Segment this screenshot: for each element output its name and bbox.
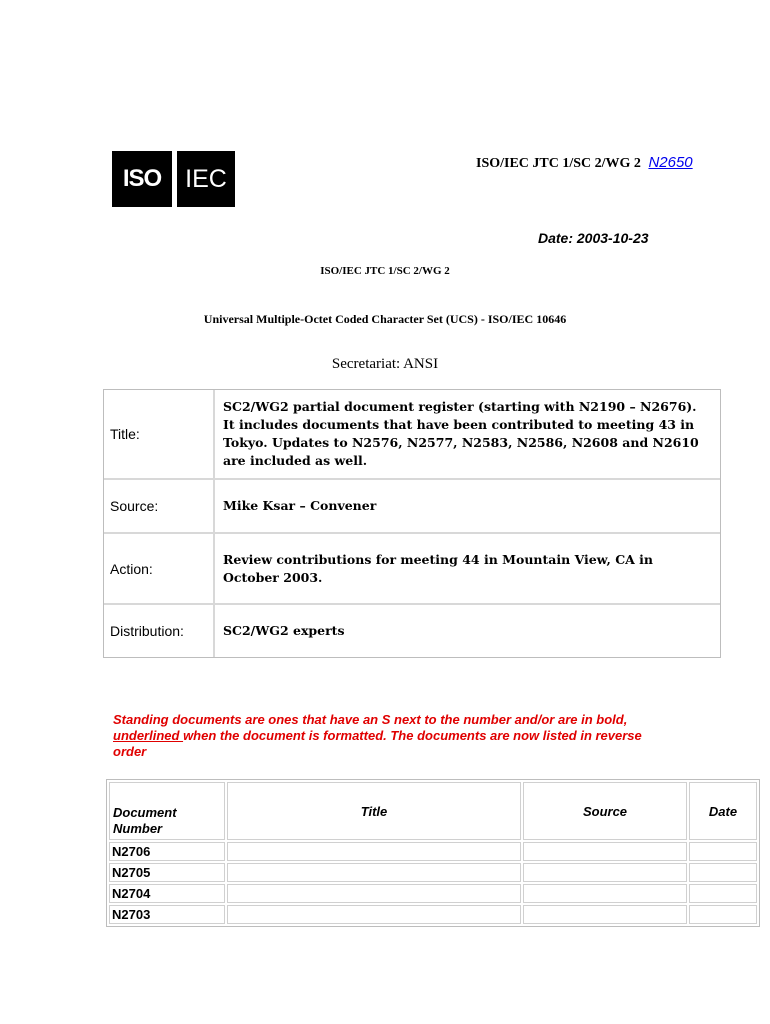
distribution-label: Distribution: <box>104 605 215 657</box>
document-reference <box>476 154 693 172</box>
row-document-number: N2705 <box>109 863 225 882</box>
iso-logo: ISO <box>112 151 172 207</box>
action-text: Review contributions for meeting 44 in Mountain View, CA in October 2003. <box>223 551 654 585</box>
table-row <box>109 863 757 882</box>
row-title <box>227 863 521 882</box>
document-info-table <box>103 389 721 658</box>
row-date <box>689 842 757 861</box>
row-document-number: N2704 <box>109 884 225 903</box>
row-document-number: N2703 <box>109 905 225 924</box>
note-part-2: when the document is formatted. The documents are now listed in reverse order <box>113 728 642 759</box>
distribution-value <box>215 605 720 657</box>
row-source <box>523 863 687 882</box>
document-number-link[interactable]: N2650 <box>648 154 693 171</box>
title-text: SC2/WG2 partial document register (starting with N2190 – N2676). It includes documents that have been contributed to meeting 43 in Tokyo. Updates to N2576, N2577, N2583, N2586, N2608 and N2610 are included as well. <box>223 399 699 468</box>
row-date <box>689 905 757 924</box>
header-source: Source <box>523 782 687 840</box>
iso-iec-logo <box>112 151 235 207</box>
table-header-row <box>109 782 757 840</box>
row-date <box>689 863 757 882</box>
info-row-action <box>104 534 720 605</box>
title-label: Title: <box>104 390 215 478</box>
header-date: Date <box>689 782 757 840</box>
reference-prefix: ISO/IEC JTC 1/SC 2/WG 2 <box>476 156 641 171</box>
row-title <box>227 884 521 903</box>
standing-documents-note <box>113 712 668 760</box>
document-date: Date: 2003-10-23 <box>538 230 649 246</box>
row-title <box>227 905 521 924</box>
table-row <box>109 884 757 903</box>
table-row <box>109 905 757 924</box>
note-part-1: Standing documents are ones that have an S next to the number and/or are in bold, <box>113 712 628 727</box>
row-title <box>227 842 521 861</box>
source-value <box>215 480 720 532</box>
table-row <box>109 842 757 861</box>
row-document-number: N2706 <box>109 842 225 861</box>
row-source <box>523 884 687 903</box>
row-source <box>523 905 687 924</box>
source-label: Source: <box>104 480 215 532</box>
note-underlined-word: underlined <box>113 728 184 743</box>
distribution-text: SC2/WG2 experts <box>223 623 345 638</box>
row-date <box>689 884 757 903</box>
committee-heading: ISO/IEC JTC 1/SC 2/WG 2 <box>320 265 450 277</box>
info-row-source <box>104 480 720 534</box>
row-source <box>523 842 687 861</box>
iec-logo: IEC <box>177 151 235 207</box>
action-value <box>215 534 720 603</box>
action-label: Action: <box>104 534 215 603</box>
standard-heading: Universal Multiple-Octet Coded Character Set (UCS) - ISO/IEC 10646 <box>203 312 567 326</box>
header-document-number: Document Number <box>109 782 225 840</box>
secretariat-line: Secretariat: ANSI <box>331 356 439 372</box>
info-row-distribution <box>104 605 720 657</box>
info-row-title <box>104 390 720 480</box>
source-text: Mike Ksar – Convener <box>223 498 377 513</box>
title-value <box>215 390 720 478</box>
document-register-table <box>106 779 760 927</box>
header-title: Title <box>227 782 521 840</box>
